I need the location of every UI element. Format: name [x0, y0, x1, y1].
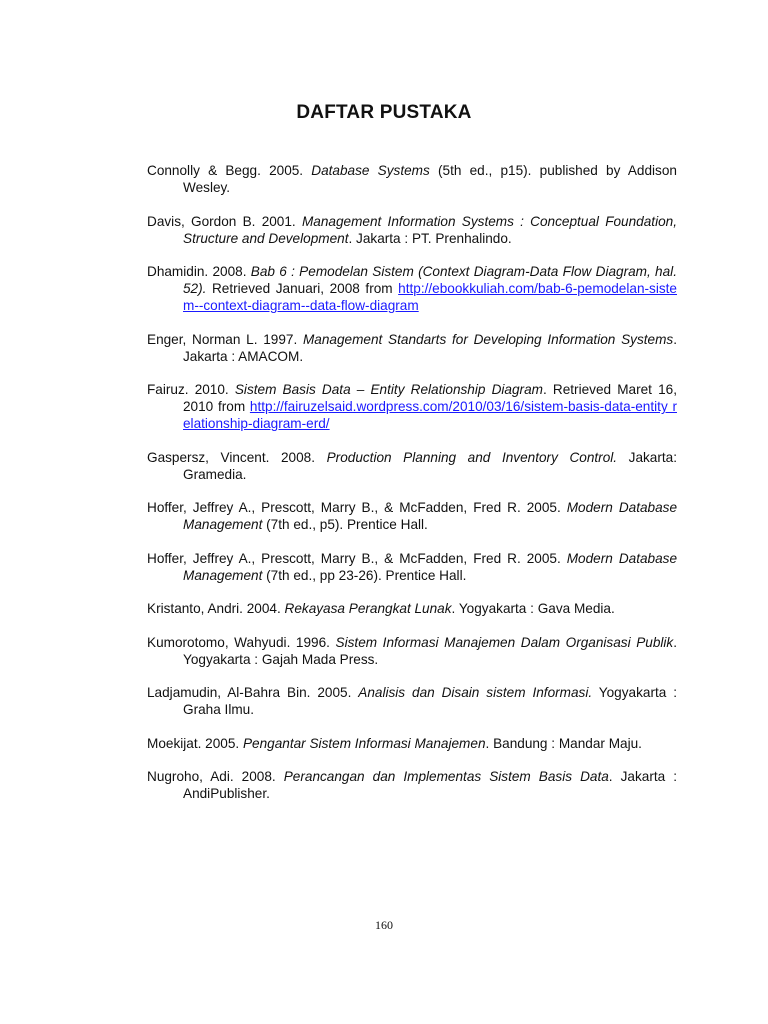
- reference-details: (5th ed., p15). published by Addison Wesley.: [183, 163, 677, 195]
- reference-entry: [147, 449, 677, 483]
- reference-title: Sistem Basis Data – Entity Relationship Diagram: [234, 382, 543, 397]
- reference-author-year: Enger, Norman L. 1997.: [147, 331, 303, 347]
- reference-details: . Retrieved Maret 16, 2010 from: [183, 382, 677, 414]
- reference-entry: [147, 684, 677, 718]
- reference-details: . Yogyakarta : Gajah Mada Press.: [183, 634, 677, 667]
- reference-title: Perancangan dan Implementas Sistem Basis Data: [283, 769, 609, 784]
- reference-author-year: Nugroho, Adi. 2008.: [147, 769, 284, 784]
- reference-author-year: Hoffer, Jeffrey A., Prescott, Marry B., & McFadden, Fred R. 2005.: [147, 550, 567, 566]
- reference-details: . Jakarta : AMACOM.: [183, 331, 677, 364]
- reference-link[interactable]: http://ebookkuliah.com/bab-6-pemodelan-sistem--context-diagram--data-flow-diagram: [183, 281, 677, 313]
- reference-details: . Jakarta : AndiPublisher.: [183, 769, 678, 801]
- reference-entry: [147, 600, 677, 617]
- reference-link[interactable]: http://fairuzelsaid.wordpress.com/2010/03/16/sistem-basis-data-entity relationship-diagram-erd/: [183, 399, 677, 431]
- reference-title: Pengantar Sistem Informasi Manajemen: [242, 735, 486, 751]
- reference-details: Yogyakarta : Graha Ilmu.: [183, 685, 677, 717]
- reference-title: Modern Database Management: [183, 500, 678, 532]
- reference-entry: [147, 162, 677, 196]
- reference-title: Rekayasa Perangkat Lunak: [284, 601, 452, 616]
- reference-details: . Jakarta : PT. Prenhalindo.: [348, 230, 512, 246]
- reference-details: (7th ed., p5). Prentice Hall.: [262, 517, 428, 532]
- reference-details: . Yogyakarta : Gava Media.: [451, 601, 615, 616]
- reference-entry: [147, 213, 677, 247]
- reference-author-year: Ladjamudin, Al-Bahra Bin. 2005.: [147, 685, 359, 700]
- reference-details: Retrieved Januari, 2008 from: [206, 281, 399, 296]
- reference-author-year: Kristanto, Andri. 2004.: [147, 601, 285, 616]
- reference-author-year: Davis, Gordon B. 2001.: [147, 213, 302, 229]
- reference-author-year: Dhamidin. 2008.: [147, 264, 251, 279]
- reference-title: Bab 6 : Pemodelan Sistem (Context Diagram-Data Flow Diagram, hal. 52).: [183, 264, 677, 296]
- reference-title: Production Planning and Inventory Control.: [326, 449, 618, 465]
- reference-entry: [147, 735, 677, 752]
- reference-author-year: Moekijat. 2005.: [147, 735, 243, 751]
- reference-title: Analisis dan Disain sistem Informasi.: [358, 685, 593, 700]
- reference-entry: [147, 263, 677, 314]
- reference-title: Modern Database Management: [183, 550, 678, 583]
- reference-entry: [147, 381, 677, 432]
- reference-entry: [147, 634, 677, 668]
- reference-author-year: Connolly & Begg. 2005.: [147, 163, 312, 178]
- reference-entry: [147, 331, 677, 365]
- reference-author-year: Kumorotomo, Wahyudi. 1996.: [147, 634, 336, 650]
- reference-title: Management Information Systems : Conceptual Foundation, Structure and Development: [183, 213, 677, 246]
- page-title: DAFTAR PUSTAKA: [296, 102, 472, 123]
- reference-title: Database Systems: [311, 163, 430, 178]
- reference-entry: [147, 499, 677, 533]
- reference-entry: [147, 768, 677, 802]
- reference-title: Sistem Informasi Manajemen Dalam Organisasi Publik: [335, 634, 674, 650]
- reference-title: Management Standarts for Developing Information Systems: [302, 331, 674, 347]
- reference-author-year: Fairuz. 2010.: [147, 382, 235, 397]
- reference-entry: [147, 550, 677, 584]
- reference-details: (7th ed., pp 23-26). Prentice Hall.: [262, 567, 467, 583]
- reference-details: . Bandung : Mandar Maju.: [485, 735, 642, 751]
- page-number: 160: [375, 918, 393, 932]
- reference-author-year: Gaspersz, Vincent. 2008.: [147, 449, 327, 465]
- reference-author-year: Hoffer, Jeffrey A., Prescott, Marry B., & McFadden, Fred R. 2005.: [147, 500, 567, 515]
- reference-list: [147, 162, 677, 819]
- reference-details: Jakarta: Gramedia.: [183, 449, 678, 482]
